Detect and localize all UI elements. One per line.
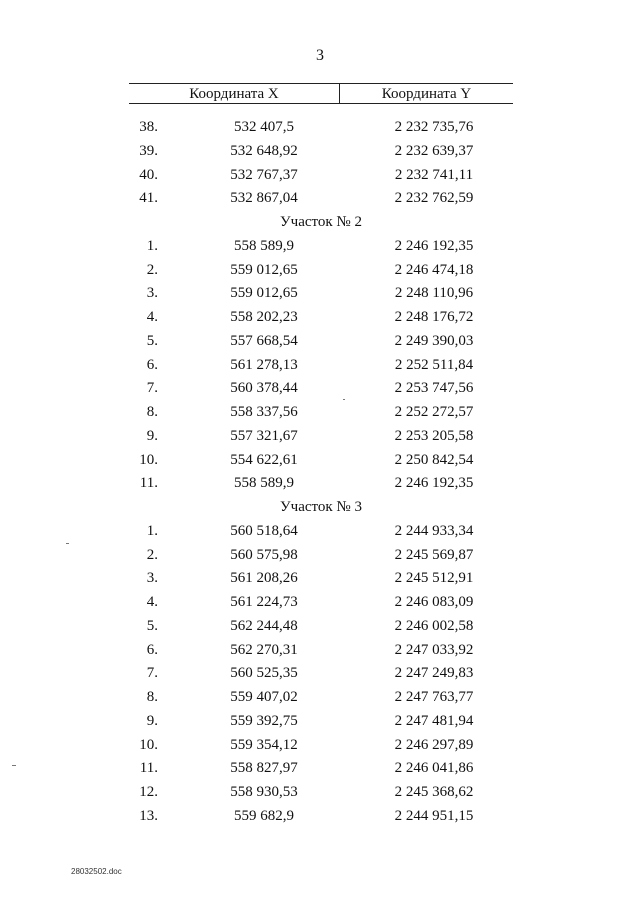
header-coordinate-x: Координата X — [129, 84, 340, 103]
coordinate-y-value: 2 245 512,91 — [394, 570, 474, 587]
section-heading: Участок № 3 — [280, 499, 362, 515]
point-number: 9. — [146, 427, 158, 444]
point-number: 1. — [146, 237, 158, 254]
table-row — [129, 472, 513, 496]
coordinate-y-value: 2 250 842,54 — [394, 451, 474, 468]
coordinate-y-value: 2 246 474,18 — [394, 261, 474, 278]
coordinate-y-value: 2 249 390,03 — [394, 332, 474, 349]
coordinate-y-value: 2 247 763,77 — [394, 689, 474, 705]
point-number: 3. — [146, 570, 158, 587]
point-number: 4. — [146, 594, 158, 610]
coordinate-x-value: 554 622,61 — [230, 451, 298, 468]
point-number: 10. — [139, 451, 158, 468]
scan-speck — [66, 543, 69, 544]
coordinate-x-value: 557 668,54 — [230, 332, 298, 349]
coordinate-x-value: 558 589,9 — [234, 237, 294, 254]
table-row — [129, 805, 513, 829]
coordinate-y-value: 2 248 176,72 — [394, 309, 474, 325]
coordinate-y-value: 2 248 110,96 — [394, 285, 474, 302]
table-row — [129, 781, 513, 805]
coordinate-x-value: 561 208,26 — [230, 570, 298, 587]
coordinate-x-value: 558 589,9 — [234, 475, 294, 492]
coordinate-x-value: 562 270,31 — [230, 641, 298, 658]
point-number: 11. — [139, 475, 158, 492]
coordinate-x-value: 558 337,56 — [230, 404, 298, 420]
point-number: 2. — [146, 261, 158, 278]
table-row — [129, 116, 513, 140]
point-number: 41. — [139, 190, 158, 207]
coordinate-x-value: 532 407,5 — [234, 119, 294, 135]
coordinate-x-value: 560 575,98 — [230, 546, 298, 563]
point-number: 2. — [146, 546, 158, 563]
file-name-footer: 28032502.doc — [71, 867, 122, 876]
scan-speck — [12, 765, 16, 766]
coordinate-y-value: 2 232 639,37 — [394, 142, 474, 159]
coordinate-y-value: 2 244 951,15 — [394, 807, 474, 824]
point-number: 7. — [146, 665, 158, 682]
coordinate-y-value: 2 252 272,57 — [394, 404, 474, 420]
point-number: 4. — [146, 309, 158, 325]
coordinate-y-value: 2 245 569,87 — [394, 546, 474, 563]
coordinate-y-value: 2 245 368,62 — [394, 784, 474, 800]
coordinate-y-value: 2 253 747,56 — [394, 380, 474, 397]
table-row — [129, 710, 513, 734]
coordinate-x-value: 559 392,75 — [230, 712, 298, 729]
coordinate-y-value: 2 247 481,94 — [394, 712, 474, 729]
point-number: 39. — [139, 142, 158, 159]
table-row — [129, 734, 513, 758]
coordinate-x-value: 558 202,23 — [230, 309, 298, 325]
coordinate-y-value: 2 253 205,58 — [394, 427, 474, 444]
section-heading: Участок № 2 — [280, 214, 362, 230]
point-number: 7. — [146, 380, 158, 397]
coordinate-x-value: 562 244,48 — [230, 617, 298, 634]
table-row — [129, 567, 513, 591]
coordinate-x-value: 557 321,67 — [230, 427, 298, 444]
table-row — [129, 757, 513, 781]
table-row — [129, 401, 513, 425]
table-row — [129, 639, 513, 663]
table-row — [129, 377, 513, 401]
table-body — [129, 116, 513, 829]
table-row — [129, 520, 513, 544]
coordinate-x-value: 558 930,53 — [230, 784, 298, 800]
point-number: 1. — [146, 522, 158, 539]
coordinate-x-value: 532 767,37 — [230, 166, 298, 183]
coordinate-x-value: 560 378,44 — [230, 380, 298, 397]
table-row — [129, 449, 513, 473]
coordinate-x-value: 532 867,04 — [230, 190, 298, 207]
point-number: 6. — [146, 641, 158, 658]
coordinate-y-value: 2 232 735,76 — [394, 119, 474, 135]
table-row — [129, 282, 513, 306]
coordinate-y-value: 2 247 249,83 — [394, 665, 474, 682]
point-number: 8. — [146, 689, 158, 705]
table-row — [129, 259, 513, 283]
coordinate-x-value: 560 518,64 — [230, 522, 298, 539]
table-row — [129, 306, 513, 330]
table-row — [129, 686, 513, 710]
coordinate-y-value: 2 246 002,58 — [394, 617, 474, 634]
point-number: 9. — [146, 712, 158, 729]
coordinate-x-value: 561 278,13 — [230, 356, 298, 373]
table-row — [129, 615, 513, 639]
table-row — [129, 187, 513, 211]
table-row — [129, 330, 513, 354]
point-number: 11. — [139, 760, 158, 777]
header-coordinate-y: Координата Y — [381, 86, 472, 102]
table-row — [129, 354, 513, 378]
point-number: 12. — [139, 784, 158, 800]
coordinate-y-value: 2 244 933,34 — [394, 522, 474, 539]
table-row — [129, 140, 513, 164]
coordinate-y-value: 2 246 192,35 — [394, 475, 474, 492]
coordinate-y-value: 2 246 083,09 — [394, 594, 474, 610]
coordinate-x-value: 559 012,65 — [230, 261, 298, 278]
point-number: 3. — [146, 285, 158, 302]
point-number: 8. — [146, 404, 158, 420]
page-number: 3 — [316, 47, 324, 64]
point-number: 38. — [139, 119, 158, 135]
table-row — [129, 591, 513, 615]
coordinate-x-value: 560 525,35 — [230, 665, 298, 682]
coordinates-table — [129, 83, 513, 829]
point-number: 13. — [139, 807, 158, 824]
coordinate-x-value: 558 827,97 — [230, 760, 298, 777]
table-row — [129, 544, 513, 568]
coordinate-y-value: 2 246 192,35 — [394, 237, 474, 254]
table-row — [129, 235, 513, 259]
table-row — [129, 164, 513, 188]
table-header — [129, 83, 513, 104]
coordinate-y-value: 2 232 762,59 — [394, 190, 474, 207]
coordinate-x-value: 559 407,02 — [230, 689, 298, 705]
coordinate-y-value: 2 247 033,92 — [394, 641, 474, 658]
point-number: 5. — [146, 332, 158, 349]
point-number: 5. — [146, 617, 158, 634]
coordinate-x-value: 559 354,12 — [230, 736, 298, 753]
table-row — [129, 662, 513, 686]
point-number: 40. — [139, 166, 158, 183]
coordinate-y-value: 2 246 297,89 — [394, 736, 474, 753]
coordinate-x-value: 532 648,92 — [230, 142, 298, 159]
coordinate-x-value: 559 682,9 — [234, 807, 294, 824]
point-number: 10. — [139, 736, 158, 753]
coordinate-x-value: 561 224,73 — [230, 594, 298, 610]
point-number: 6. — [146, 356, 158, 373]
scan-speck — [343, 399, 345, 400]
coordinate-x-value: 559 012,65 — [230, 285, 298, 302]
table-row — [129, 425, 513, 449]
coordinate-y-value: 2 246 041,86 — [394, 760, 474, 777]
coordinate-y-value: 2 232 741,11 — [394, 166, 474, 183]
coordinate-y-value: 2 252 511,84 — [394, 356, 474, 373]
